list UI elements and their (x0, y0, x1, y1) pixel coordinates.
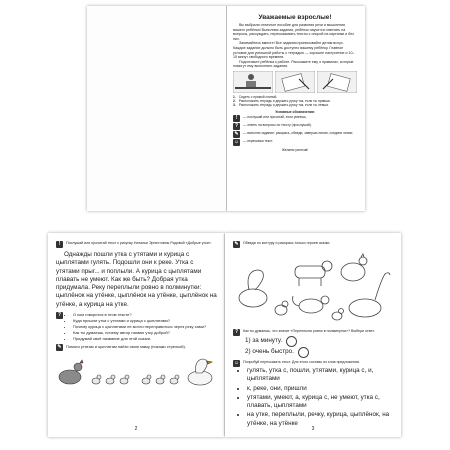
task-listen-text: Послушай или прочитай текст к рисунку Натальи Эрнестовны Радовой «Добрые утки». (66, 241, 212, 245)
posture-illustrations (233, 71, 357, 93)
question-item: • О ком говорится в этом тексте? (73, 312, 206, 317)
duck-outline (239, 270, 267, 307)
sentence-item: • утятами, умеют, а, курица с, не умеют, утка с, плавать, цыплятами (247, 394, 395, 411)
legend-list (233, 115, 357, 146)
second-paragraph: Занимайтесь вместе! Все задания прописывайте детям вслух. Каждое задание должно быть доступно вашему ребёнку. Главное условие для успешной работы с тетрадью — хорошее настроение и 10–15 минут свободного времени. (233, 41, 355, 60)
task-arrows-text: Помоги утятам и цыплятам найти свою маму (покажи стрелкой). (66, 344, 186, 350)
pencil-icon: ✎ (57, 344, 62, 351)
hen-figure (59, 360, 83, 384)
question-item: • Как ты думаешь, почему автор назвал утку доброй? (73, 330, 206, 335)
listen-icon: ! (233, 115, 240, 122)
answer-2: 2) очень быстро. (245, 348, 294, 356)
book-spine (226, 6, 227, 211)
story-text: Однажды пошли утка с утятами и курица с цыплятами гулять. Подошли они к реке. Утка с утятами прыг... и поплыли. А курица с цыплятами плавать не умеют. Как же быть? Добрая утка придумала. Реку переплыли ровно в полминутки: цыплёнок на утёнке, цыплёнок на утёнке, цыплёнок на утёнке, а курица на утке. (56, 251, 217, 308)
rules-list: 1. Сидеть с прямой спиной. 2. Расположить тетрадь и держать ручку так, если ты правша. 3. Расположить тетрадь и держать ручку так, если ты левша. (233, 94, 331, 108)
duck-figure (188, 359, 212, 385)
listen-icon: ! (56, 241, 63, 248)
legend-title: Условные обозначения: (275, 109, 315, 114)
answer-2-checkbox[interactable] (298, 347, 309, 358)
intro-paragraph: Вы выбрали отличное пособие для развития речи и мышления вашего ребёнка! Выполняя задания, ребёнок научится отвечать на вопросы, рассуждать, пересказывать тексты с опорой на картинки и без них. (233, 23, 354, 41)
task-retell-text: Попробуй пересказать текст. Для этого составь из слов предложения. (243, 360, 360, 364)
task-arrows (56, 344, 218, 351)
sentence-item: • гулять, утка с, пошли, утятами, курица с, и, цыплятами (247, 367, 395, 384)
question-icon: ? (234, 123, 239, 130)
rule-2: Расположить тетрадь и держать ручку так, если ты правша. (238, 99, 331, 104)
legend-text: — ответь на вопросы по тексту (прослушай). (243, 122, 312, 127)
legend-text: — перескажи текст. (243, 138, 273, 143)
goose-outline (349, 273, 390, 317)
rule-1: Сидеть с прямой спиной. (238, 94, 278, 99)
pencil-icon: ✎ (234, 131, 239, 138)
answer-1: 1) за минуту. (245, 337, 283, 345)
top-left-page-blank (87, 6, 226, 211)
sitting-child-illustration (233, 71, 273, 93)
sentence-item: • к, реке, они, пришли (247, 385, 395, 393)
right-hand-illustration (275, 71, 315, 93)
third-paragraph: Подготовьте ребёнка к работе. Расскажите ему о правилах, которые помогут ему выполнять задания. (233, 59, 354, 69)
legend-text: — выполни задание: раскрась, обведи, заверши линии, соедини линии. (243, 130, 354, 135)
animals-outline-illustration (233, 250, 393, 324)
chick-figures (92, 375, 179, 384)
top-book-spread (87, 6, 365, 211)
retell-icon: ☺ (233, 139, 240, 146)
hen-outline (341, 254, 367, 281)
question-icon: ? (57, 312, 62, 319)
dog-outline (295, 261, 332, 286)
question-item: • Куда пришли утка с утятами и курица с цыплятами? (73, 318, 206, 323)
page-number: 3 (311, 426, 315, 432)
cat-outline (293, 296, 329, 313)
task-choose (233, 329, 395, 336)
questions-block (56, 312, 218, 342)
questions-list (66, 312, 206, 342)
top-right-page (233, 14, 357, 152)
birds-illustration (56, 353, 216, 389)
rule-3: Расположить тетрадь и держать ручку так, если ты левша. (238, 103, 329, 108)
legend-text: — послушай или прочитай, если умеешь. (243, 114, 307, 119)
task-trace-text: Обведи по контуру и раскрась только героев сказки. (243, 241, 331, 245)
retell-icon: ☺ (233, 360, 240, 367)
chick-outline-2 (332, 309, 344, 321)
answer-1-checkbox[interactable] (286, 336, 297, 347)
page-number: 2 (134, 426, 138, 432)
task-choose-text: Как ты думаешь, что значит «Переплыли ровно в полминутки»? Выбери ответ. (243, 329, 375, 333)
workbook-page-3 (225, 233, 401, 437)
left-hand-illustration (317, 71, 357, 93)
question-icon: ? (234, 329, 239, 336)
task-listen (56, 241, 218, 248)
chick-outline (275, 301, 288, 315)
answer-options (233, 336, 395, 358)
pencil-icon: ✎ (234, 241, 239, 248)
workbook-page-2 (48, 233, 224, 437)
sentence-item: • на утке, переплыли, речку, курица, цыплёнок, на утёнке, на утёнке (247, 411, 395, 428)
page-title: Уважаемые взрослые! (258, 14, 332, 21)
task-trace (233, 241, 395, 248)
sentence-list (233, 367, 395, 428)
question-item: • Придумай своё название для этой сказки. (73, 336, 206, 341)
closing-text: Желаем успехов! (281, 147, 309, 152)
task-retell (233, 360, 395, 367)
question-item: • Почему курица с цыплятами не могли переправиться через реку сами? (73, 324, 206, 329)
